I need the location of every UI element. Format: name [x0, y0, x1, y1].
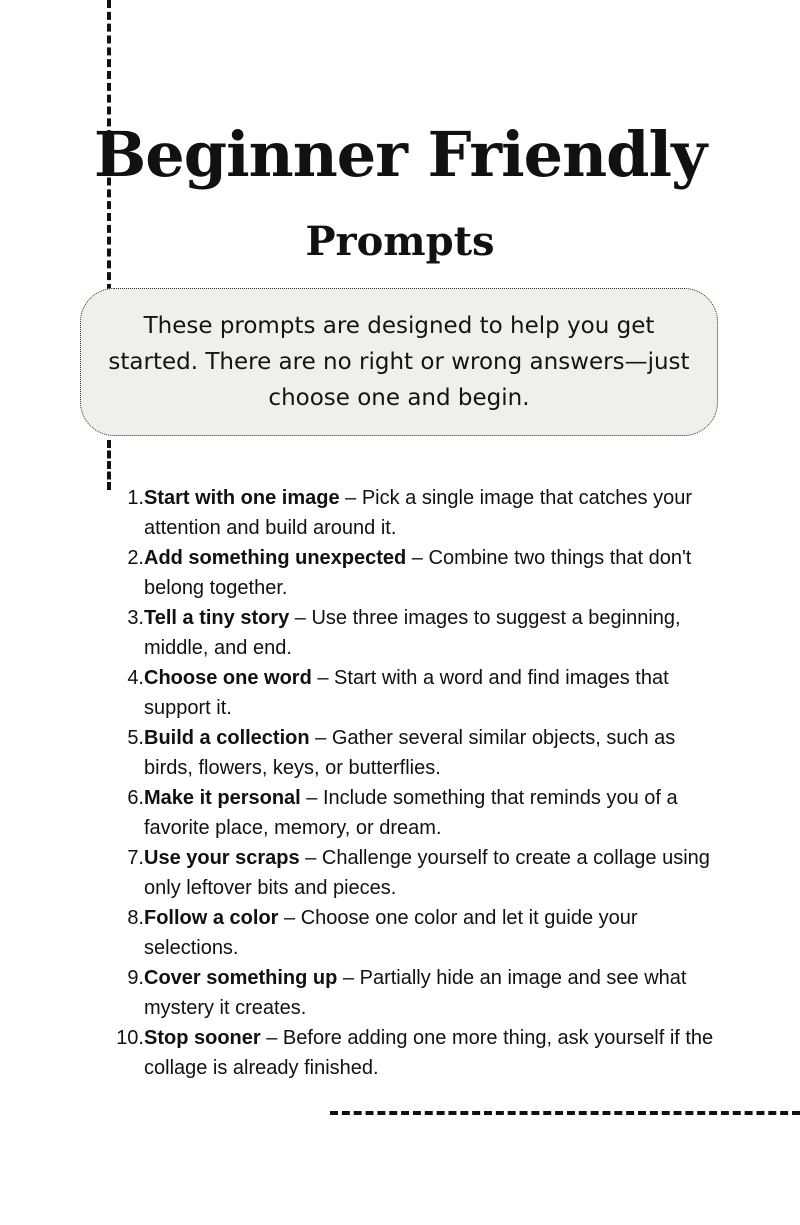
prompt-body: [144, 543, 720, 603]
prompt-item: [100, 663, 720, 723]
prompt-separator: –: [309, 727, 332, 749]
dashed-line-horizontal: [330, 1111, 800, 1115]
intro-box: [80, 288, 718, 436]
prompt-item: [100, 843, 720, 903]
prompt-description: Before adding one more thing, ask yourself if the collage is already finished.: [144, 1027, 714, 1079]
prompt-number: 10.: [116, 1027, 144, 1049]
prompt-item: [100, 723, 720, 783]
prompt-item: [100, 783, 720, 843]
prompt-body: [144, 843, 720, 903]
prompt-title: Choose one word: [144, 667, 312, 689]
prompt-separator: –: [260, 1027, 283, 1049]
prompt-description: Partially hide an image and see what mystery it creates.: [144, 967, 687, 1019]
prompt-item: [100, 483, 720, 543]
prompt-item: [100, 1023, 720, 1083]
prompt-number: 9.: [127, 967, 144, 989]
prompt-title: Build a collection: [144, 727, 310, 749]
prompt-description: Choose one color and let it guide your selections.: [144, 907, 638, 959]
prompt-body: [144, 483, 720, 543]
prompt-separator: –: [278, 907, 301, 929]
prompt-number: 1.: [127, 487, 144, 509]
prompt-title: Make it personal: [144, 787, 301, 809]
prompt-number: 4.: [127, 667, 144, 689]
prompt-number: 5.: [127, 727, 144, 749]
prompt-title: Use your scraps: [144, 847, 300, 869]
prompt-number: 6.: [127, 787, 144, 809]
prompt-description: Start with a word and find images that support it.: [144, 667, 669, 719]
prompt-number: 3.: [127, 607, 144, 629]
prompt-separator: –: [289, 607, 312, 629]
prompt-separator: –: [406, 547, 429, 569]
prompt-list: [100, 483, 720, 1083]
prompt-separator: –: [311, 667, 335, 689]
intro-text: These prompts are designed to help you get started. There are no right or wrong answers—just choose one and begin.: [108, 313, 690, 411]
prompt-separator: –: [337, 967, 360, 989]
prompt-description: Pick a single image that catches your attention and build around it.: [144, 487, 693, 539]
page-title: Beginner Friendly: [93, 118, 707, 191]
prompt-description: Combine two things that don't belong together.: [144, 547, 692, 599]
prompt-item: [100, 903, 720, 963]
prompt-number: 8.: [127, 907, 144, 929]
prompt-title: Follow a color: [144, 907, 279, 929]
prompt-description: Use three images to suggest a beginning, middle, and end.: [144, 607, 681, 659]
prompt-title: Add something unexpected: [144, 547, 407, 569]
prompt-body: [144, 663, 720, 723]
prompt-number: 2.: [127, 547, 144, 569]
prompt-item: [100, 543, 720, 603]
prompt-body: [144, 603, 720, 663]
prompt-separator: –: [299, 847, 322, 869]
page-subtitle: Prompts: [305, 218, 495, 265]
prompt-title: Stop sooner: [144, 1027, 261, 1049]
prompt-body: [144, 963, 720, 1023]
prompt-item: [100, 603, 720, 663]
prompt-separator: –: [300, 787, 323, 809]
prompt-item: [100, 963, 720, 1023]
prompt-separator: –: [339, 487, 362, 509]
prompt-number: 7.: [127, 847, 144, 869]
prompt-title: Cover something up: [144, 967, 338, 989]
prompt-title: Tell a tiny story: [144, 607, 290, 629]
prompt-body: [144, 783, 720, 843]
prompt-description: Include something that reminds you of a favorite place, memory, or dream.: [144, 787, 678, 839]
prompt-body: [144, 723, 720, 783]
prompt-body: [144, 1023, 720, 1083]
prompt-title: Start with one image: [144, 487, 340, 509]
prompt-body: [144, 903, 720, 963]
prompt-description: Gather several similar objects, such as birds, flowers, keys, or butterflies.: [144, 727, 676, 779]
prompt-description: Challenge yourself to create a collage using only leftover bits and pieces.: [144, 847, 710, 899]
